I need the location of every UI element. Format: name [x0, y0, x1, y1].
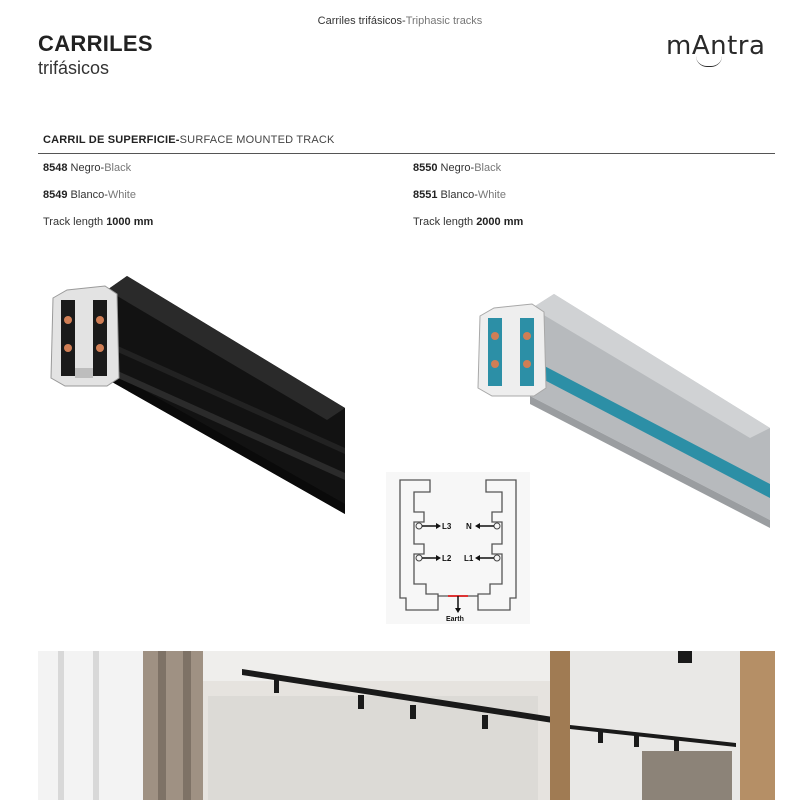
spotlight — [598, 731, 603, 743]
profile-channel — [93, 300, 107, 376]
room-illustration — [38, 651, 775, 800]
window-curtain — [38, 651, 143, 800]
spotlight — [410, 705, 416, 719]
label-earth: Earth — [446, 616, 464, 623]
copper-conductor — [96, 316, 104, 324]
product-color-en: White — [107, 189, 136, 201]
product-color-es: Blanco — [70, 189, 105, 201]
black-track-image — [45, 268, 350, 518]
header-label-es: Carriles trifásicos — [317, 15, 403, 27]
track-length-left — [43, 216, 153, 228]
copper-conductor — [96, 344, 104, 352]
product-color-es: Negro — [70, 162, 101, 174]
window-drape — [642, 751, 732, 800]
curtain-fold — [58, 651, 64, 800]
copper-conductor — [523, 332, 531, 340]
product-code: 8549 — [43, 189, 68, 201]
header-label-en: Triphasic tracks — [405, 15, 483, 27]
label-n: N — [466, 522, 472, 531]
wiring-diagram — [386, 472, 530, 624]
section-title-en: SURFACE MOUNTED TRACK — [179, 134, 335, 146]
product-code: 8551 — [413, 189, 438, 201]
label-l2: L2 — [442, 554, 452, 563]
curtain-fold — [93, 651, 99, 800]
product-sep: - — [100, 162, 105, 174]
curtain-fold — [183, 651, 191, 800]
product-color-en: White — [477, 189, 506, 201]
copper-conductor — [64, 344, 72, 352]
product-color-en: Black — [104, 162, 132, 174]
section-title — [43, 134, 335, 146]
product-color-es: Negro — [440, 162, 471, 174]
product-color-es: Blanco — [440, 189, 475, 201]
track-length-value: 1000 mm — [106, 216, 154, 228]
spotlight — [674, 740, 679, 752]
wood-frame — [550, 651, 570, 800]
product-sep: - — [104, 189, 108, 201]
product-line-8548 — [43, 162, 131, 174]
track-length-label: Track length — [43, 216, 104, 228]
spotlight — [634, 735, 639, 747]
section-divider — [38, 153, 775, 154]
page-title: CARRILES — [38, 31, 153, 56]
ceiling-spot — [678, 651, 692, 663]
product-code: 8548 — [43, 162, 68, 174]
section-title-es: CARRIL DE SUPERFICIE — [43, 134, 176, 146]
wood-panel — [740, 651, 775, 800]
spotlight — [274, 679, 279, 693]
header-sep: - — [402, 15, 406, 27]
product-sep: - — [474, 189, 478, 201]
logo-text: mAntra — [666, 31, 766, 61]
track-length-right — [413, 216, 523, 228]
copper-conductor — [491, 332, 499, 340]
label-l1: L1 — [464, 554, 474, 563]
spotlight — [358, 695, 364, 709]
label-l3: L3 — [442, 522, 452, 531]
curtain-fold — [158, 651, 166, 800]
product-color-en: Black — [474, 162, 502, 174]
spotlight — [482, 715, 488, 729]
product-line-8551 — [413, 189, 506, 201]
copper-conductor — [523, 360, 531, 368]
section-title-sep: - — [175, 134, 180, 146]
profile-channel — [520, 318, 534, 386]
drape-curtain — [143, 651, 203, 800]
copper-conductor — [64, 316, 72, 324]
page-subtitle: trifásicos — [38, 58, 110, 78]
track-length-label: Track length — [413, 216, 474, 228]
profile-base — [75, 368, 93, 378]
product-code: 8550 — [413, 162, 438, 174]
room-installation-photo — [38, 651, 775, 800]
logo-smile-mark — [696, 56, 722, 67]
profile-channel — [61, 300, 75, 376]
page-header — [0, 15, 800, 27]
product-line-8549 — [43, 189, 136, 201]
copper-conductor — [491, 360, 499, 368]
product-sep: - — [470, 162, 475, 174]
profile-channel — [488, 318, 502, 386]
product-line-8550 — [413, 162, 501, 174]
track-length-value: 2000 mm — [476, 216, 524, 228]
